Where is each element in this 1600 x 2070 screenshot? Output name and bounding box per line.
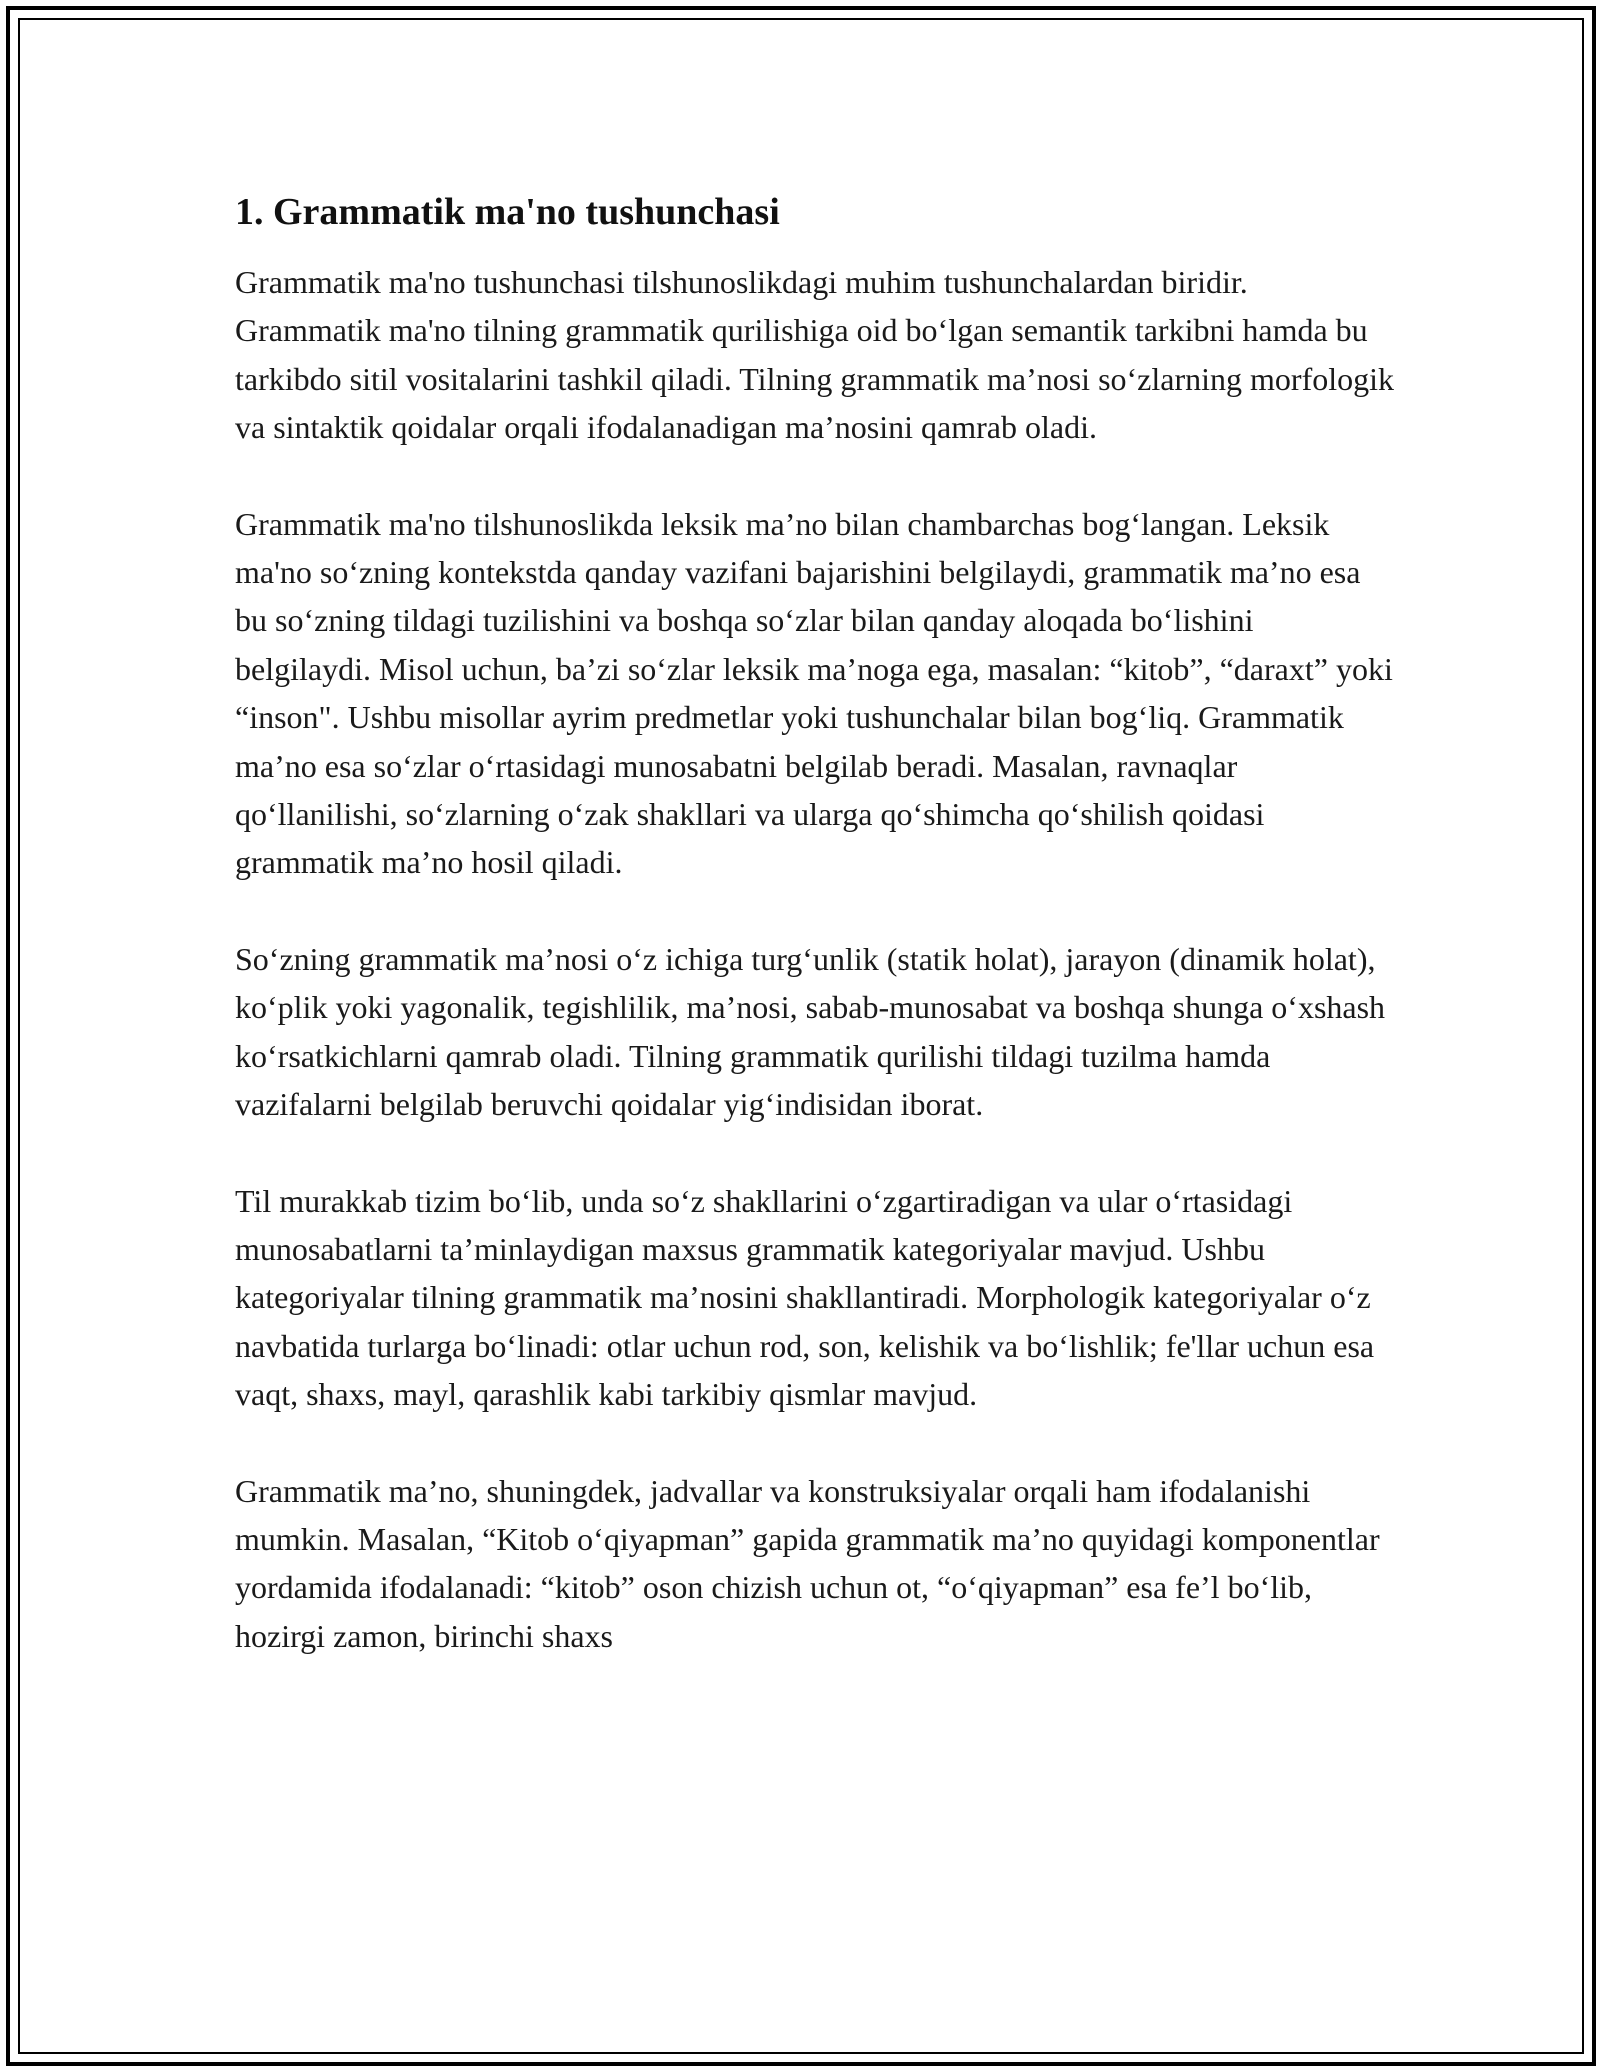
paragraph-1: Grammatik ma'no tushunchasi tilshunoslikdagi muhim tushunchalardan biridir. Grammatik ma'no tilning grammatik qurilishiga oid bo‘lgan semantik tarkibni hamda bu tarkibdo sitil vositalarini tashkil qiladi. Tilning grammatik ma’nosi so‘zlarning morfologik va sintaktik qoidalar orqali ifodalanadigan ma’nosini qamrab oladi.: [235, 264, 1394, 446]
document-body: [235, 188, 1395, 1708]
paragraph-5: Grammatik ma’no, shuningdek, jadvallar va konstruksiyalar orqali ham ifodalanishi mumkin. Masalan, “Kitob o‘qiyapman” gapida grammatik ma’no quyidagi komponentlar yordamida ifodalanadi: “kitob” oson chizish uchun ot, “o‘qiyapman” esa fe’l bo‘lib, hozirgi zamon, birinchi shaxs: [235, 1472, 1380, 1654]
paragraph-4: Til murakkab tizim bo‘lib, unda so‘z shakllarini o‘zgartiradigan va ular o‘rtasidagi munosabatlarni ta’minlaydigan maxsus grammatik kategoriyalar mavjud. Ushbu kategoriyalar tilning grammatik ma’nosini shakllantiradi. Morphologik kategoriyalar o‘z navbatida turlarga bo‘linadi: otlar uchun rod, son, kelishik va bo‘lishlik; fe'llar uchun esa vaqt, shaxs, mayl, qarashlik kabi tarkibiy qismlar mavjud.: [235, 1182, 1375, 1413]
section-heading: 1. Grammatik ma'no tushunchasi: [235, 191, 780, 233]
paragraph-2: Grammatik ma'no tilshunoslikda leksik ma’no bilan chambarchas bog‘langan. Leksik ma'no so‘zning kontekstda qanday vazifani bajarishini belgilaydi, grammatik ma’no esa bu so‘zning tildagi tuzilishini va boshqa so‘zlar bilan qanday aloqada bo‘lishini belgilaydi. Misol uchun, ba’zi so‘zlar leksik ma’noga ega, masalan: “kitob”, “daraxt” yoki “inson". Ushbu misollar ayrim predmetlar yoki tushunchalar bilan bog‘liq. Grammatik ma’no esa so‘zlar o‘rtasidagi munosabatni belgilab beradi. Masalan, ravnaqlar qo‘llanilishi, so‘zlarning o‘zak shakllari va ularga qo‘shimcha qo‘shilish qoidasi grammatik ma’no hosil qiladi.: [235, 505, 1393, 881]
paragraph-3: So‘zning grammatik ma’nosi o‘z ichiga turg‘unlik (statik holat), jarayon (dinamik holat), ko‘plik yoki yagonalik, tegishlilik, ma’nosi, sabab-munosabat va boshqa shunga o‘xshash ko‘rsatkichlarni qamrab oladi. Tilning grammatik qurilishi tildagi tuzilma hamda vazifalarni belgilab beruvchi qoidalar yig‘indisidan iborat.: [235, 940, 1386, 1123]
